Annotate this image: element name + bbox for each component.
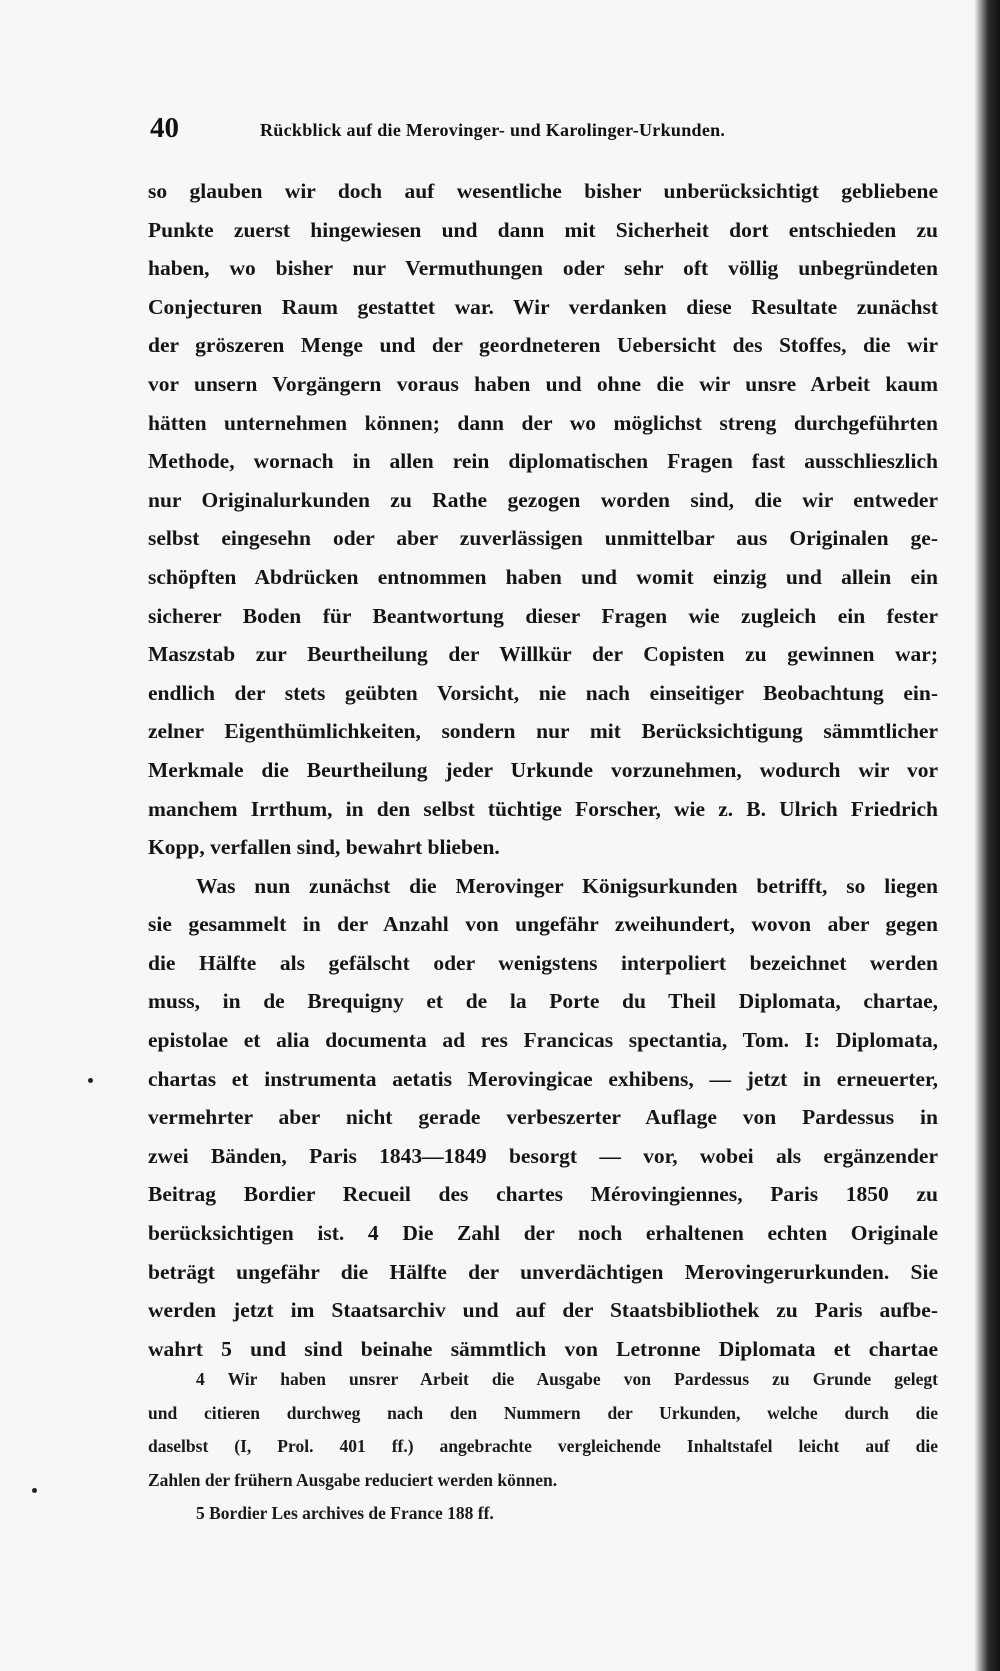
body-text: [148, 172, 938, 1368]
body-line: beträgt ungefähr die Hälfte der unverdächtigen Merovingerurkunden. Sie: [148, 1259, 938, 1284]
body-line: so glauben wir doch auf wesentliche bisher unberücksichtigt gebliebene: [148, 179, 938, 203]
body-line: zwei Bänden, Paris 1843—1849 besorgt — vor, wobei als ergänzender: [148, 1143, 938, 1168]
body-line: muss, in de Brequigny et de la Porte du Theil Diplomata, chartae,: [148, 989, 938, 1014]
body-line: epistolae et alia documenta ad res Francicas spectantia, Tom. I: Diplomata,: [148, 1028, 938, 1053]
body-line: sicherer Boden für Beantwortung dieser Fragen wie zugleich ein fester: [148, 603, 938, 628]
running-title: Rückblick auf die Merovinger- und Karolinger-Urkunden.: [260, 120, 726, 140]
body-line: hätten unternehmen können; dann der wo möglichst streng durchgeführten: [148, 410, 938, 435]
page-number: 40: [150, 112, 179, 144]
body-line: Merkmale die Beurtheilung jeder Urkunde vorzunehmen, wodurch wir vor: [148, 757, 938, 782]
footnote-line: 5 Bordier Les archives de France 188 ff.: [196, 1503, 494, 1523]
body-line: haben, wo bisher nur Vermuthungen oder sehr oft völlig unbegründeten: [148, 256, 938, 281]
body-line: vor unsern Vorgängern voraus haben und ohne die wir unsre Arbeit kaum: [148, 371, 938, 396]
footnotes: [148, 1363, 938, 1531]
page-edge-shadow: [974, 0, 1000, 1671]
body-line: sie gesammelt in der Anzahl von ungefähr zweihundert, wovon aber gegen: [148, 912, 938, 937]
footnote-line: daselbst (I, Prol. 401 ff.) angebrachte vergleichende Inhaltstafel leicht auf die: [148, 1436, 938, 1456]
body-line: werden jetzt im Staatsarchiv und auf der Staatsbibliothek zu Paris aufbe-: [148, 1298, 938, 1323]
body-line: Beitrag Bordier Recueil des chartes Mérovingiennes, Paris 1850 zu: [148, 1182, 938, 1207]
body-line: zelner Eigenthümlichkeiten, sondern nur mit Berücksichtigung sämmtlicher: [148, 719, 938, 744]
body-line: vermehrter aber nicht gerade verbeszerter Auflage von Pardessus in: [148, 1105, 938, 1130]
scan-speck: [88, 1078, 93, 1083]
body-line: Conjecturen Raum gestattet war. Wir verdanken diese Resultate zunächst: [148, 294, 938, 319]
footnote-line: Zahlen der frühern Ausgabe reduciert werden können.: [148, 1469, 558, 1490]
body-line: endlich der stets geübten Vorsicht, nie nach einseitiger Beobachtung ein-: [148, 680, 938, 705]
body-line: manchem Irrthum, in den selbst tüchtige Forscher, wie z. B. Ulrich Friedrich: [148, 796, 938, 821]
body-line: Punkte zuerst hingewiesen und dann mit Sicherheit dort entschieden zu: [148, 217, 938, 242]
body-line: Methode, wornach in allen rein diplomatischen Fragen fast ausschlieszlich: [148, 449, 938, 474]
footnote-line: und citieren durchweg nach den Nummern der Urkunden, welche durch die: [148, 1402, 938, 1423]
body-line: nur Originalurkunden zu Rathe gezogen worden sind, die wir entweder: [148, 487, 938, 512]
footnote-line: 4 Wir haben unsrer Arbeit die Ausgabe von Pardessus zu Grunde gelegt: [196, 1369, 938, 1389]
page-header: [150, 112, 940, 152]
body-line: Kopp, verfallen sind, bewahrt blieben.: [148, 835, 500, 860]
body-line: selbst eingesehn oder aber zuverlässigen unmittelbar aus Originalen ge-: [148, 526, 938, 551]
body-line: der gröszeren Menge und der geordneteren Uebersicht des Stoffes, die wir: [148, 333, 938, 358]
body-line: die Hälfte als gefälscht oder wenigstens interpoliert bezeichnet werden: [148, 950, 938, 975]
body-line: schöpften Abdrücken entnommen haben und womit einzig und allein ein: [148, 564, 938, 589]
scan-speck: [32, 1488, 37, 1493]
body-line: Was nun zunächst die Merovinger Königsurkunden betrifft, so liegen: [196, 873, 938, 898]
body-line: chartas et instrumenta aetatis Merovingicae exhibens, — jetzt in erneuerter,: [148, 1066, 938, 1091]
body-line: wahrt 5 und sind beinahe sämmtlich von Letronne Diplomata et chartae: [148, 1336, 938, 1361]
body-line: berücksichtigen ist. 4 Die Zahl der noch erhaltenen echten Originale: [148, 1221, 938, 1246]
body-line: Maszstab zur Beurtheilung der Willkür der Copisten zu gewinnen war;: [148, 642, 938, 667]
